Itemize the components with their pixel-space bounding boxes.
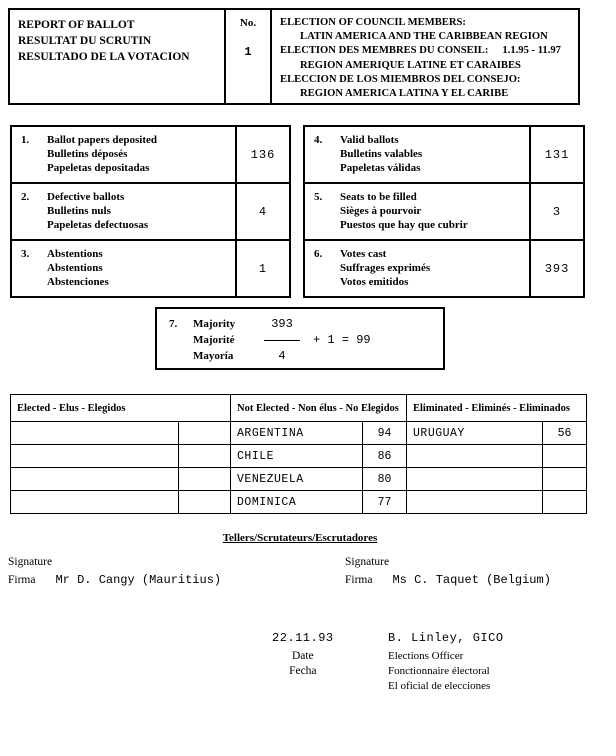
not-elected-name-cell: CHILE bbox=[231, 445, 363, 468]
stat-label-en: Abstentions bbox=[47, 248, 103, 260]
stat-label-es: Puestos que hay que cubrir bbox=[340, 219, 468, 231]
election-region-fr: REGION AMERIQUE LATINE ET CARAIBES bbox=[300, 59, 521, 71]
officer-block bbox=[388, 631, 504, 694]
form-title-fr: RESULTAT DU SCRUTIN bbox=[18, 35, 152, 47]
signature-block-right bbox=[345, 556, 551, 587]
majority-label-es: Mayoría bbox=[193, 350, 234, 362]
teller-name-left: Mr D. Cangy (Mauritius) bbox=[55, 573, 222, 587]
majority-numerator: 393 bbox=[271, 317, 293, 331]
eliminated-votes-cell bbox=[543, 491, 587, 514]
majority-label-fr: Majorité bbox=[193, 334, 235, 346]
stat-row-defective-ballots bbox=[12, 184, 289, 241]
stat-label-es: Papeletas depositadas bbox=[47, 162, 150, 174]
stat-value-seats-to-be-filled: 3 bbox=[529, 184, 583, 239]
stat-label-en: Ballot papers deposited bbox=[47, 134, 158, 146]
stat-label-fr: Bulletins valables bbox=[340, 148, 423, 160]
elected-votes-cell bbox=[179, 422, 231, 445]
stat-label-en: Valid ballots bbox=[340, 134, 399, 146]
election-term: 1.1.95 - 11.97 bbox=[502, 45, 561, 57]
stats-box-right bbox=[303, 125, 585, 298]
form-title-es: RESULTADO DE LA VOTACION bbox=[18, 51, 190, 63]
table-row bbox=[11, 445, 587, 468]
stat-label-en: Defective ballots bbox=[47, 191, 125, 203]
table-header-row bbox=[11, 395, 587, 422]
stat-value-defective-ballots: 4 bbox=[235, 184, 289, 239]
stat-label-fr: Suffrages exprimés bbox=[340, 262, 431, 274]
results-table bbox=[10, 394, 587, 514]
form-title-en: REPORT OF BALLOT bbox=[18, 19, 135, 31]
stat-number: 5. bbox=[314, 191, 323, 203]
stat-number: 4. bbox=[314, 134, 323, 146]
table-row bbox=[11, 491, 587, 514]
election-description bbox=[272, 10, 578, 103]
eliminated-name-cell bbox=[407, 445, 543, 468]
election-region-es: REGION AMERICA LATINA Y EL CARIBE bbox=[300, 88, 509, 100]
officer-title-en: Elections Officer bbox=[388, 650, 464, 662]
majority-box bbox=[155, 307, 445, 370]
stat-value-votes-cast: 393 bbox=[529, 241, 583, 296]
eliminated-votes-cell: 56 bbox=[543, 422, 587, 445]
fraction-bar bbox=[264, 340, 300, 341]
officer-name: B. Linley, GICO bbox=[388, 631, 504, 645]
stat-label-es: Abstenciones bbox=[47, 276, 109, 288]
stat-label-en: Seats to be filled bbox=[340, 191, 417, 203]
signature-block-left bbox=[8, 556, 221, 587]
election-line-es: ELECCION DE LOS MIEMBROS DEL CONSEJO: bbox=[280, 73, 521, 85]
stat-label-fr: Bulletins nuls bbox=[47, 205, 111, 217]
elected-votes-cell bbox=[179, 468, 231, 491]
teller-name-right: Ms C. Taquet (Belgium) bbox=[392, 573, 551, 587]
election-line-fr-text: ELECTION DES MEMBRES DU CONSEIL: bbox=[280, 45, 489, 57]
stat-value-abstentions: 1 bbox=[235, 241, 289, 296]
stat-label-es: Papeletas válidas bbox=[340, 162, 421, 174]
stat-label-es: Votos emitidos bbox=[340, 276, 409, 288]
stat-label-fr: Abstentions bbox=[47, 262, 103, 274]
eliminated-votes-cell bbox=[543, 468, 587, 491]
not-elected-name-cell: ARGENTINA bbox=[231, 422, 363, 445]
form-title bbox=[10, 10, 226, 103]
report-number-label: No. bbox=[239, 17, 257, 29]
firma-label: Firma bbox=[8, 574, 36, 586]
stat-label-en: Votes cast bbox=[340, 248, 387, 260]
stat-number: 3. bbox=[21, 248, 30, 260]
stats-box-left bbox=[10, 125, 291, 298]
election-line-en: ELECTION OF COUNCIL MEMBERS: bbox=[280, 17, 466, 28]
majority-label-en: Majority bbox=[193, 318, 236, 330]
not-elected-name-cell: VENEZUELA bbox=[231, 468, 363, 491]
majority-number: 7. bbox=[169, 318, 178, 330]
date-label: Date bbox=[291, 650, 314, 662]
election-region-en: LATIN AMERICA AND THE CARIBBEAN REGION bbox=[300, 31, 548, 43]
signature-label: Signature bbox=[345, 556, 390, 568]
not-elected-votes-cell: 77 bbox=[363, 491, 407, 514]
signature-label: Signature bbox=[8, 556, 53, 568]
stat-row-ballot-papers-deposited bbox=[12, 127, 289, 184]
stat-number: 2. bbox=[21, 191, 30, 203]
date-value: 22.11.93 bbox=[272, 631, 334, 645]
stat-label-fr: Bulletins déposés bbox=[47, 148, 128, 160]
elected-name-cell bbox=[11, 422, 179, 445]
elected-name-cell bbox=[11, 468, 179, 491]
elected-votes-cell bbox=[179, 445, 231, 468]
fecha-label: Fecha bbox=[289, 665, 317, 677]
header-eliminated: Eliminated - Eliminés - Eliminados bbox=[407, 395, 587, 422]
stat-value-valid-ballots: 131 bbox=[529, 127, 583, 182]
elected-name-cell bbox=[11, 445, 179, 468]
date-block bbox=[272, 631, 334, 679]
not-elected-name-cell: DOMINICA bbox=[231, 491, 363, 514]
officer-title-fr: Fonctionnaire électoral bbox=[388, 665, 490, 677]
not-elected-votes-cell: 94 bbox=[363, 422, 407, 445]
officer-title-es: El oficial de elecciones bbox=[388, 680, 491, 692]
tellers-heading: Tellers/Scrutateurs/Escrutadores bbox=[222, 532, 378, 544]
stat-label-fr: Sièges à pourvoir bbox=[340, 205, 422, 217]
eliminated-name-cell bbox=[407, 491, 543, 514]
not-elected-votes-cell: 86 bbox=[363, 445, 407, 468]
stat-row-abstentions bbox=[12, 241, 289, 296]
report-number-value: 1 bbox=[244, 45, 252, 59]
stat-value-ballot-papers-deposited: 136 bbox=[235, 127, 289, 182]
firma-label: Firma bbox=[345, 574, 373, 586]
elected-name-cell bbox=[11, 491, 179, 514]
majority-formula: + 1 = 99 bbox=[313, 333, 371, 347]
header-elected: Elected - Elus - Elegidos bbox=[11, 395, 231, 422]
stat-row-votes-cast bbox=[305, 241, 583, 296]
eliminated-name-cell: URUGUAY bbox=[407, 422, 543, 445]
header-box bbox=[8, 8, 580, 105]
eliminated-votes-cell bbox=[543, 445, 587, 468]
elected-votes-cell bbox=[179, 491, 231, 514]
report-number-cell bbox=[226, 10, 272, 103]
election-line-fr bbox=[280, 44, 570, 58]
not-elected-votes-cell: 80 bbox=[363, 468, 407, 491]
stat-number: 1. bbox=[21, 134, 30, 146]
header-not-elected: Not Elected - Non élus - No Elegidos bbox=[231, 395, 407, 422]
stat-label-es: Papeletas defectuosas bbox=[47, 219, 149, 231]
table-row bbox=[11, 468, 587, 491]
eliminated-name-cell bbox=[407, 468, 543, 491]
table-row bbox=[11, 422, 587, 445]
stat-number: 6. bbox=[314, 248, 323, 260]
stat-row-seats-to-be-filled bbox=[305, 184, 583, 241]
majority-denominator: 4 bbox=[278, 349, 286, 363]
stat-row-valid-ballots bbox=[305, 127, 583, 184]
